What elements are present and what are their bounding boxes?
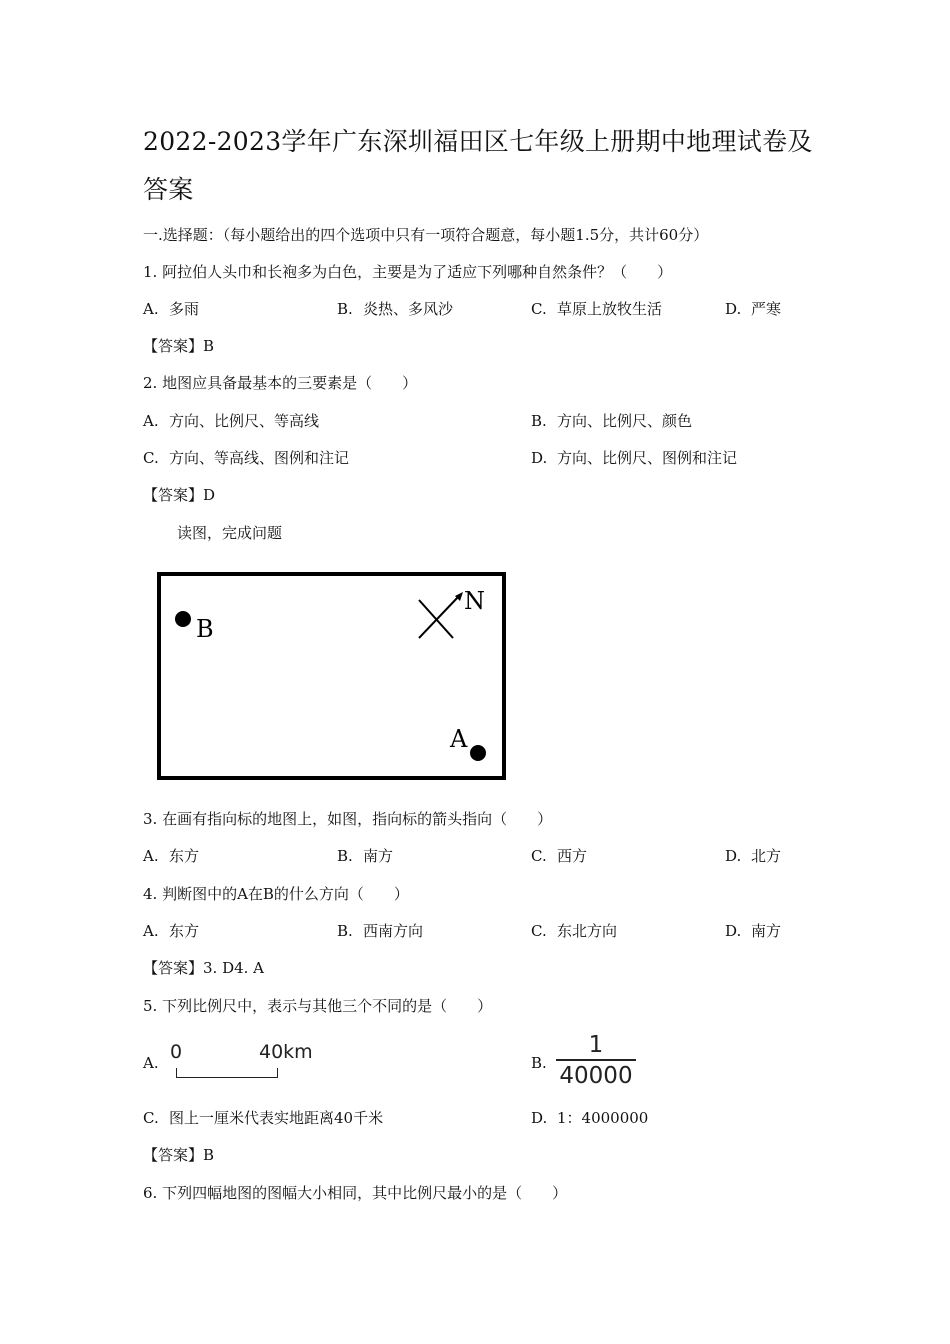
- q2-answer: 【答案】D: [143, 486, 216, 504]
- q3-option-a: [143, 845, 199, 867]
- option-key: B.: [337, 922, 353, 940]
- compass-arrow-icon: [415, 590, 469, 642]
- read-map-prompt: 读图，完成问题: [177, 524, 283, 542]
- option-key: B.: [337, 300, 353, 318]
- q4-option-a: [143, 920, 199, 942]
- q5-option-d: [531, 1107, 648, 1129]
- option-text: 南方: [751, 922, 782, 940]
- q1-option-d: [725, 298, 781, 320]
- q4-option-b: [337, 920, 423, 942]
- fraction-scale-figure: [556, 1032, 636, 1089]
- q5-answer: 【答案】B: [143, 1146, 215, 1164]
- option-text: 东方: [169, 847, 200, 865]
- map-figure: [157, 572, 506, 780]
- q3-option-c: [531, 845, 587, 867]
- page-title: 2022-2023学年广东深圳福田区七年级上册期中地理试卷及答案: [143, 127, 813, 204]
- option-key: A.: [143, 412, 159, 430]
- q5-option-a-key: A.: [143, 1054, 159, 1072]
- q3-option-d: [725, 845, 781, 867]
- option-key: D.: [531, 449, 548, 467]
- q1-option-c: [531, 298, 662, 320]
- option-text: 方向、比例尺、等高线: [169, 412, 320, 430]
- option-key: C.: [531, 922, 547, 940]
- scale-zero-label: 0: [170, 1041, 183, 1063]
- q1-answer: 【答案】B: [143, 337, 215, 355]
- q1-option-b: [337, 298, 453, 320]
- q4-option-c: [531, 920, 617, 942]
- option-key: A.: [143, 300, 159, 318]
- question-3-stem: 3. 在画有指向标的地图上，如图，指向标的箭头指向（ ）: [143, 810, 553, 828]
- q5-option-c: [143, 1107, 383, 1129]
- option-text: 东方: [169, 922, 200, 940]
- option-text: 东北方向: [557, 922, 618, 940]
- q3-option-b: [337, 845, 393, 867]
- option-text: 多雨: [169, 300, 200, 318]
- option-text: 西方: [557, 847, 588, 865]
- north-label: N: [464, 587, 485, 615]
- option-text: 方向、比例尺、颜色: [557, 412, 693, 430]
- option-text: 图上一厘米代表实地距离40千米: [169, 1109, 384, 1127]
- question-5-stem: 5. 下列比例尺中，表示与其他三个不同的是（ ）: [143, 997, 493, 1015]
- fraction-denominator: 40000: [559, 1062, 633, 1089]
- option-key: D.: [725, 300, 742, 318]
- option-key: D.: [725, 922, 742, 940]
- scale-bar: [176, 1068, 278, 1078]
- line-scale-figure: [170, 1040, 313, 1080]
- option-text: 北方: [751, 847, 782, 865]
- question-2-stem: 2. 地图应具备最基本的三要素是（ ）: [143, 374, 418, 392]
- question-4-stem: 4. 判断图中的A在B的什么方向（ ）: [143, 885, 409, 903]
- option-key: D.: [531, 1109, 548, 1127]
- option-text: 1：4000000: [557, 1109, 649, 1127]
- option-key: B.: [337, 847, 353, 865]
- q3-q4-answer: 【答案】3. D4. A: [143, 959, 265, 977]
- option-text: 南方: [363, 847, 394, 865]
- option-text: 草原上放牧生活: [557, 300, 663, 318]
- fraction-bar: [556, 1059, 636, 1061]
- point-b-dot: [175, 611, 191, 627]
- fraction-numerator: 1: [588, 1032, 604, 1058]
- q2-option-d: [531, 447, 737, 469]
- point-a-label: A: [450, 725, 468, 753]
- q2-option-a: [143, 410, 319, 432]
- q1-option-a: [143, 298, 199, 320]
- point-a-dot: [470, 745, 486, 761]
- option-key: B.: [531, 412, 547, 430]
- q2-option-b: [531, 410, 692, 432]
- question-6-stem: 6. 下列四幅地图的图幅大小相同，其中比例尺最小的是（ ）: [143, 1184, 568, 1202]
- scale-end-label: 40km: [259, 1041, 313, 1063]
- option-text: 严寒: [751, 300, 782, 318]
- q5-option-b-key: B.: [531, 1054, 547, 1072]
- option-key: A.: [143, 922, 159, 940]
- q2-option-c: [143, 447, 349, 469]
- section-heading: 一.选择题：（每小题给出的四个选项中只有一项符合题意，每小题1.5分，共计60分）: [143, 226, 709, 244]
- option-key: C.: [531, 300, 547, 318]
- question-1-stem: 1. 阿拉伯人头巾和长袍多为白色，主要是为了适应下列哪种自然条件？（ ）: [143, 263, 673, 281]
- option-key: C.: [143, 1109, 159, 1127]
- point-b-label: B: [196, 615, 214, 643]
- option-key: C.: [531, 847, 547, 865]
- option-key: D.: [725, 847, 742, 865]
- option-key: C.: [143, 449, 159, 467]
- option-text: 方向、比例尺、图例和注记: [557, 449, 738, 467]
- option-text: 西南方向: [363, 922, 424, 940]
- q4-option-d: [725, 920, 781, 942]
- option-key: A.: [143, 847, 159, 865]
- option-text: 炎热、多风沙: [363, 300, 454, 318]
- option-text: 方向、等高线、图例和注记: [169, 449, 350, 467]
